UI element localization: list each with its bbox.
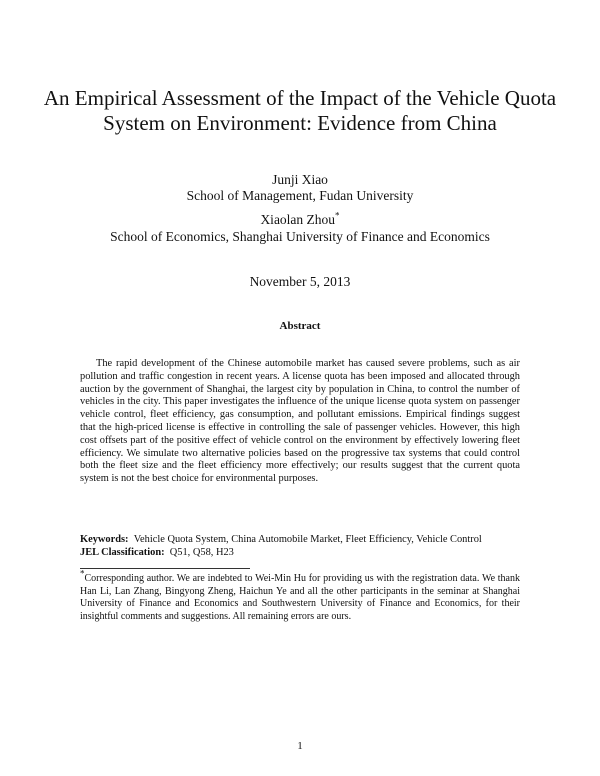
jel-classification [80, 547, 234, 560]
author-1-name: Junji Xiao [272, 172, 328, 187]
paper-title: An Empirical Assessment of the Impact of the Vehicle Quota System on Environment: Evidence from China [43, 86, 557, 135]
abstract-body [80, 358, 520, 486]
footnote [80, 568, 520, 623]
keywords-value: Vehicle Quota System, China Automobile Market, Fleet Efficiency, Vehicle Control [133, 534, 482, 545]
jel-value: Q51, Q58, H23 [169, 547, 234, 558]
footnote-rule [80, 568, 250, 569]
abstract-heading: Abstract [279, 320, 321, 332]
author-1-affiliation: School of Management, Fudan University [186, 188, 414, 203]
abstract-text: The rapid development of the Chinese automobile market has caused severe problems, such as air pollution and traffic congestion in recent years. A license quota has been imposed and allocated through auction by the government of Shanghai, the largest city by population in China, to control the number of vehicles in the city. This paper investigates the influence of the unique license quota system on passenger vehicle control, fleet efficiency, gas consumption, and pollutant emissions. Empirical findings suggest that the high-priced license is effective in controlling the sale of passenger vehicles. However, this high cost offsets part of the positive effect of vehicle control on the environment by effectively lowering fleet efficiency. We simulate two alternative policies based on the progressive tax systems that could control both the fleet size and the fleet efficiency more effectively; our results suggest that the current quota system is not the best choice for environmental purposes. [80, 358, 520, 485]
footnote-marker: * [80, 568, 85, 579]
publication-date: November 5, 2013 [249, 274, 351, 289]
keywords-label: Keywords: [80, 534, 129, 545]
author-2-footnote-marker: * [335, 210, 340, 221]
author-2 [0, 212, 600, 228]
keywords [80, 534, 482, 547]
footnote-text: Corresponding author. We are indebted to Wei-Min Hu for providing us with the registration data. We thank Han Li, Lan Zhang, Bingyong Zheng, Haichun Ye and all the other participants in the seminar at Shanghai University of Finance and Economics and Southwestern University of Finance and Economics, for their insightful comments and suggestions. All remaining errors are ours. [80, 573, 520, 622]
author-2-affiliation: School of Economics, Shanghai University of Finance and Economics [110, 229, 490, 244]
author-2-name: Xiaolan Zhou [260, 212, 336, 227]
page-number: 1 [297, 740, 303, 752]
jel-label: JEL Classification: [80, 547, 165, 558]
